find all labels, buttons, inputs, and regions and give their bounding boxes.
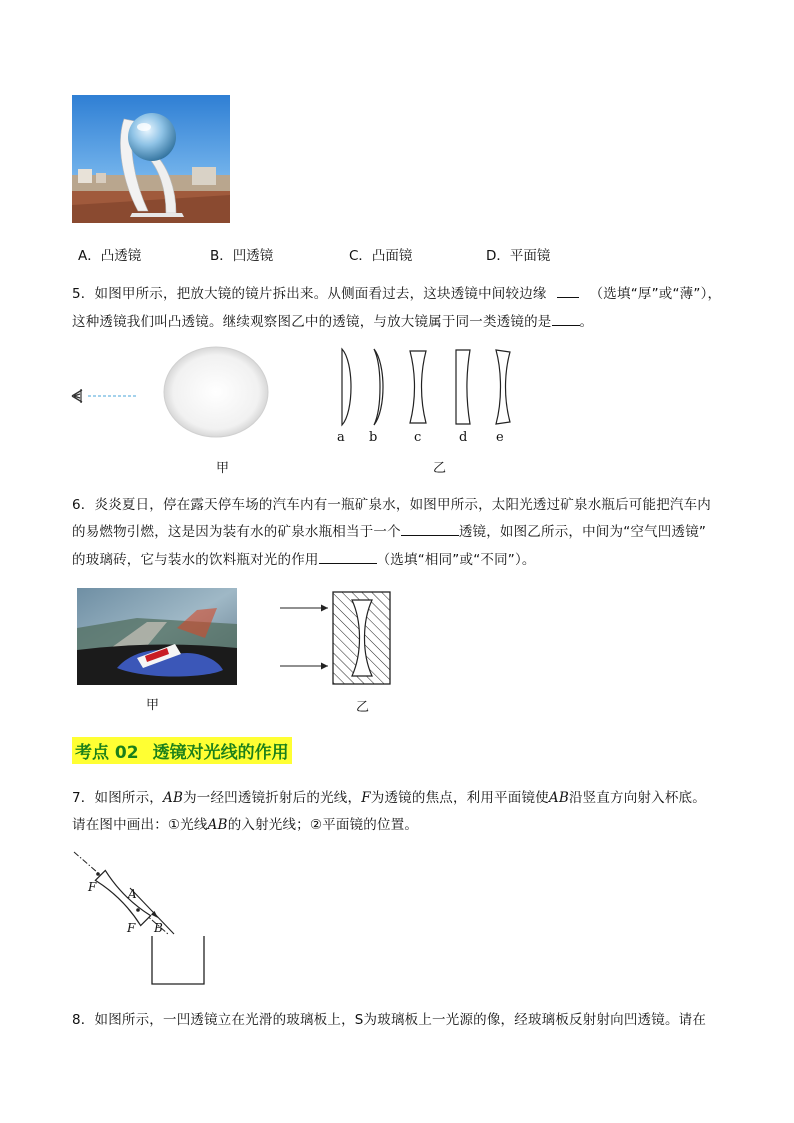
- q7-label-a: A: [128, 887, 137, 901]
- q7-label-f1: F: [88, 880, 97, 894]
- q5-figure-yi: [328, 346, 528, 436]
- option-b: B．凹透镜: [210, 248, 274, 264]
- lens-label-d: d: [459, 430, 468, 445]
- q6-line-1: 6．炎炎夏日，停在露天停车场的汽车内有一瓶矿泉水，如图甲所示，太阳光透过矿泉水瓶后可能把汽车内: [72, 497, 711, 513]
- q7-label-ab3: AB: [207, 817, 228, 833]
- q7-text-c: 为透镜的焦点，利用平面镜使: [370, 790, 549, 806]
- q7-label-b: B: [154, 921, 163, 935]
- q7-text-f: 的入射光线；②平面镜的位置。: [227, 817, 419, 833]
- q6-line-3: [72, 548, 536, 568]
- q6-line-2: [72, 520, 706, 540]
- q5-figure-jia: [68, 340, 278, 440]
- q5-text-c: 这种透镜我们叫凸透镜。继续观察图乙中的透镜，与放大镜属于同一类透镜的是: [72, 314, 552, 330]
- q5-caption-yi: 乙: [433, 461, 447, 476]
- q8-line-1: 8．如图所示，一凹透镜立在光滑的玻璃板上，S为玻璃板上一光源的像，经玻璃板反射射向凹透镜。请在: [72, 1012, 707, 1028]
- lens-label-b: b: [369, 430, 378, 445]
- q7-text-b: 为一经凹透镜折射后的光线，: [183, 790, 362, 806]
- q5-blank-2: [552, 313, 580, 326]
- q6-blank-1: [401, 523, 459, 536]
- q7-text-a: 7．如图所示，: [72, 790, 163, 806]
- q7-line-2: [72, 813, 418, 833]
- section-number: 02: [114, 743, 139, 763]
- q7-text-e: 请在图中画出：①光线: [72, 817, 208, 833]
- q7-line-1: [72, 786, 706, 806]
- q6-text-d: （选填“相同”或“不同”）。: [376, 552, 536, 568]
- q5-line-2: [72, 310, 593, 330]
- q7-figure: [70, 848, 220, 988]
- section-label: 考点: [75, 743, 109, 763]
- q6-text-c: 的玻璃砖，它与装水的饮料瓶对光的作用: [72, 552, 319, 568]
- q7-text-d: 沿竖直方向射入杯底。: [568, 790, 706, 806]
- q7-label-ab2: AB: [548, 790, 569, 806]
- q6-caption-jia: 甲: [146, 698, 160, 713]
- q6-figure-yi: [278, 588, 398, 688]
- q5-text-b: （选填“厚”或“薄”），: [589, 286, 722, 302]
- section-title: 透镜对光线的作用: [152, 743, 289, 763]
- q5-text-d: 。: [579, 314, 594, 330]
- q7-label-f2: F: [127, 921, 136, 935]
- option-d: D．平面镜: [486, 248, 551, 264]
- q5-blank-1: [557, 285, 579, 298]
- q6-text-a: 的易燃物引燃，这是因为装有水的矿泉水瓶相当于一个: [72, 524, 401, 540]
- q5-text-a: 5．如图甲所示，把放大镜的镜片拆出来。从侧面看过去，这块透镜中间较边缘: [72, 286, 547, 302]
- q7-label-f: F: [361, 790, 371, 806]
- q4-photo: [72, 95, 230, 223]
- q6-caption-yi: 乙: [356, 700, 370, 715]
- option-a: A．凸透镜: [78, 248, 142, 264]
- lens-label-e: e: [496, 430, 504, 445]
- q6-photo: [77, 588, 237, 685]
- eye-icon: [72, 389, 82, 403]
- q7-label-ab: AB: [163, 790, 184, 806]
- lens-label-c: c: [414, 430, 422, 445]
- q5-caption-jia: 甲: [216, 461, 230, 476]
- q5-line-1: [72, 282, 721, 302]
- q6-blank-2: [319, 551, 377, 564]
- option-c: C．凸面镜: [349, 248, 413, 264]
- lens-label-a: a: [337, 430, 345, 445]
- section-heading: [72, 737, 292, 764]
- q6-text-b: 透镜，如图乙所示，中间为“空气凹透镜”: [458, 524, 707, 540]
